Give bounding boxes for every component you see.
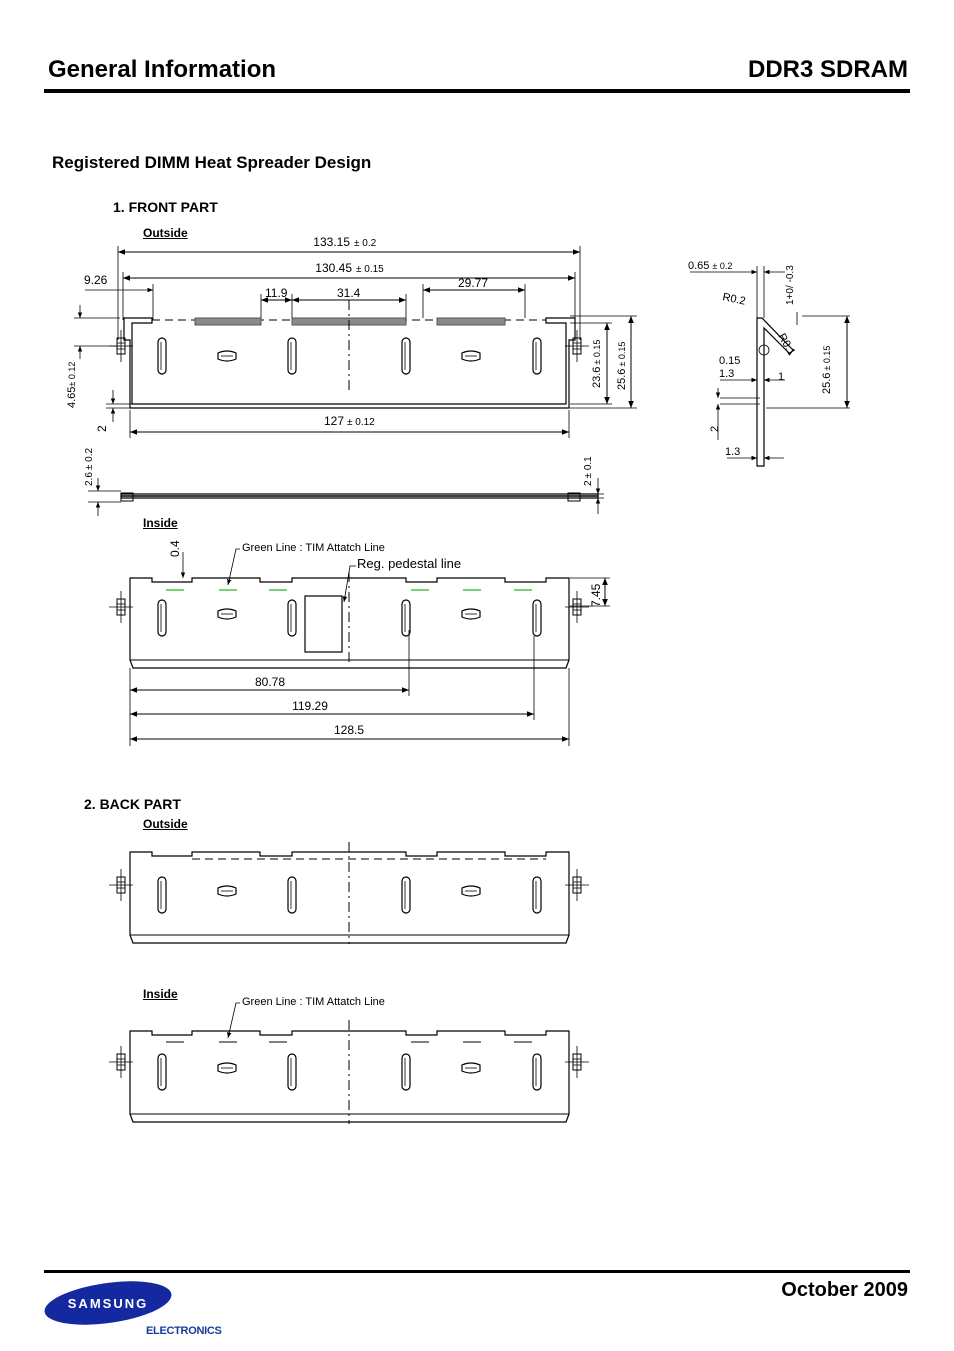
side-bottom-width: 1.3 <box>725 446 741 458</box>
side-height: 25.6± 0.15 <box>821 345 833 394</box>
dim-b: 119.29 <box>292 699 328 713</box>
side-view-drawing <box>688 260 850 466</box>
dim-overall-tol: ± 0.2 <box>354 238 377 249</box>
document-title: General Information <box>48 56 277 83</box>
dim-center-width: 31.4 <box>337 286 361 300</box>
back-inside-label: Inside <box>143 987 178 1001</box>
back-part-title: 2. BACK PART <box>84 796 181 812</box>
dim-overall: 133.15 <box>313 235 350 249</box>
back-outside-drawing <box>109 842 589 944</box>
front-outside-drawing <box>66 235 637 516</box>
dim-thickness: 2.6± 0.2 <box>84 447 95 486</box>
dim-left-offset: 9.26 <box>84 273 108 287</box>
dim-gap: 11.9 <box>265 286 288 300</box>
front-part-title: 1. FRONT PART <box>113 199 218 215</box>
side-step-b: 1.3 <box>719 368 735 380</box>
pedestal-label: Reg. pedestal line <box>357 556 462 571</box>
side-step-c: 1 <box>778 371 785 383</box>
front-outside-label: Outside <box>143 226 188 240</box>
dim-edge: 2 <box>95 425 109 432</box>
dim-inside-height: 7.45 <box>589 583 603 607</box>
dim-a: 80.78 <box>254 675 286 689</box>
dim-base-tol: ± 0.12 <box>347 417 375 428</box>
back-inside-drawing <box>109 996 589 1124</box>
dim-base: 127 <box>323 414 344 428</box>
side-radius-top: R0.2 <box>721 291 747 308</box>
side-radius-bottom: R0.1 <box>775 331 798 358</box>
front-inside-label: Inside <box>143 516 178 530</box>
dim-height-outer: 25.6± 0.15 <box>616 341 628 390</box>
dim-height-inner: 23.6± 0.15 <box>591 339 603 388</box>
logo-subtitle: ELECTRONICS <box>146 1325 222 1337</box>
dim-left-hole: 4.65± 0.12 <box>66 361 78 408</box>
green-line-label-front: Green Line : TIM Attatch Line <box>242 542 385 554</box>
footer-rule <box>44 1270 910 1273</box>
side-flange: 1+0/ -0.3 <box>785 265 796 305</box>
product-title: DDR3 SDRAM <box>747 56 908 83</box>
section-title: Registered DIMM Heat Spreader Design <box>52 153 372 172</box>
footer-date: October 2009 <box>781 1279 908 1301</box>
dim-inner-tol: ± 0.15 <box>356 264 384 275</box>
logo-text: SAMSUNG <box>67 1296 149 1311</box>
back-outside-label: Outside <box>143 817 188 831</box>
side-step-a: 0.15 <box>719 355 741 367</box>
dim-right-width: 29.77 <box>458 276 489 290</box>
green-line-label-back: Green Line : TIM Attatch Line <box>242 996 385 1008</box>
dim-inner: 130.45 <box>315 261 352 275</box>
side-sheet: 0.65 ± 0.2 <box>688 260 733 272</box>
side-bottom-gap: 2 <box>709 425 721 432</box>
front-inside-drawing <box>109 540 610 746</box>
samsung-logo <box>42 1280 174 1326</box>
pad-left <box>195 318 261 325</box>
pad-right <box>437 318 505 325</box>
reg-pedestal-block <box>305 596 342 652</box>
dim-right-thickness: 2± 0.1 <box>583 456 594 486</box>
dim-c: 128.5 <box>333 723 365 737</box>
dim-offset: 0.4 <box>168 540 182 557</box>
